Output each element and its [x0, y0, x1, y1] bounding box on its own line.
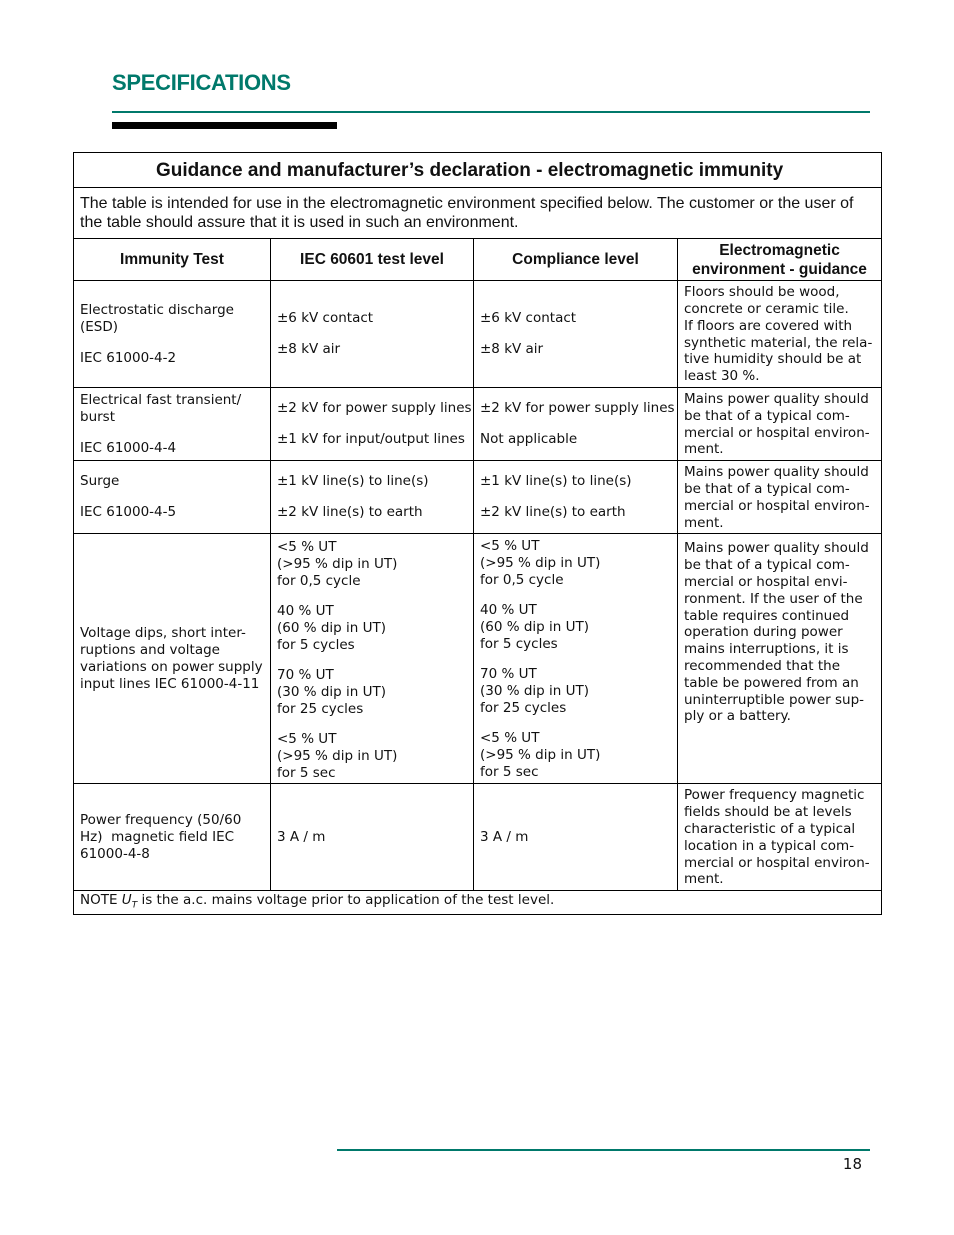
test-name: Surge: [80, 473, 120, 490]
compliance-line: (>95 % dip in UT): [480, 747, 601, 764]
level-line: (>95 % dip in UT): [277, 556, 398, 573]
table-note: [74, 891, 882, 915]
header-rule: [112, 111, 870, 113]
level-line: (>95 % dip in UT): [277, 748, 398, 765]
guidance-line: ment.: [684, 514, 724, 531]
test-name-line: Voltage dips, short inter-: [80, 624, 246, 641]
guidance-line: ply or a battery.: [684, 708, 791, 725]
compliance-line: ±2 kV for power supply lines: [480, 400, 675, 417]
guidance-line: least 30 %.: [684, 368, 760, 385]
compliance-line: ±1 kV line(s) to line(s): [480, 473, 632, 490]
footer-rule: [337, 1149, 870, 1151]
compliance-line: ±2 kV line(s) to earth: [480, 504, 626, 521]
note-symbol-u: U: [121, 891, 132, 908]
note-symbol-t: T: [131, 900, 138, 911]
compliance-line: <5 % UT: [480, 538, 540, 555]
guidance-line: location in a typical com-: [684, 837, 855, 854]
guidance-line: mercial or hospital environ-: [684, 424, 870, 441]
level-line: for 0,5 cycle: [277, 573, 361, 590]
guidance-line: ment.: [684, 871, 724, 888]
guidance-line: Floors should be wood,: [684, 284, 840, 301]
test-standard: IEC 61000-4-4: [80, 439, 177, 456]
test-name-line: ruptions and voltage: [80, 641, 220, 658]
page-number: 18: [842, 1155, 862, 1173]
guidance-line: characteristic of a typical: [684, 821, 856, 838]
guidance-line: mains interruptions, it is: [684, 641, 849, 658]
test-name: Electrostatic discharge (ESD): [80, 301, 234, 335]
page-title: SPECIFICATIONS: [112, 70, 291, 95]
guidance-cell: [678, 281, 882, 388]
level-line: <5 % UT: [277, 539, 337, 556]
guidance-line: Power frequency magnetic: [684, 787, 865, 804]
guidance-cell: [678, 784, 882, 891]
compliance-cell: [474, 388, 678, 461]
guidance-line: concrete or ceramic tile.: [684, 300, 849, 317]
table-intro: The table is intended for use in the electromagnetic environment specified below. The customer or the user of the table should assure that it is used in such an environment.: [74, 188, 882, 239]
header-bar: [112, 122, 337, 129]
level-line: (30 % dip in UT): [277, 684, 387, 701]
table-title-row: [74, 153, 882, 188]
guidance-line: synthetic material, the rela-: [684, 334, 873, 351]
level-cell: [271, 388, 474, 461]
compliance-line: (30 % dip in UT): [480, 683, 590, 700]
level-line: 40 % UT: [277, 603, 334, 620]
guidance-line: ment.: [684, 441, 724, 458]
test-cell: [74, 281, 271, 388]
compliance-line: ±8 kV air: [480, 341, 544, 357]
guidance-line: table requires continued: [684, 607, 850, 624]
table-row-surge: [74, 461, 882, 534]
guidance-line: fields should be at levels: [684, 804, 852, 821]
guidance-cell: [678, 461, 882, 534]
test-name-line: input lines IEC 61000-4-11: [80, 675, 260, 692]
column-header-guidance: Electromagnetic environment - guidance: [678, 239, 882, 281]
test-name-line: variations on power supply: [80, 658, 263, 675]
guidance-line: mercial or hospital environ-: [684, 497, 870, 514]
level-line: ±1 kV line(s) to line(s): [277, 473, 429, 490]
level-line: for 5 sec: [277, 765, 336, 782]
test-cell: [74, 534, 271, 784]
compliance-line: (>95 % dip in UT): [480, 555, 601, 572]
level-line: ±2 kV line(s) to earth: [277, 504, 423, 521]
level-cell: 3 A / m: [271, 784, 474, 891]
compliance-line: for 5 cycles: [480, 636, 558, 653]
level-line: ±1 kV for input/output lines: [277, 431, 465, 448]
table-row-eft: [74, 388, 882, 461]
compliance-cell: [474, 534, 678, 784]
test-name-line: Power frequency (50/60: [80, 811, 242, 828]
compliance-line: 40 % UT: [480, 602, 537, 619]
compliance-line: for 25 cycles: [480, 700, 567, 717]
table-row-power-frequency: [74, 784, 882, 891]
test-standard: IEC 61000-4-5: [80, 504, 177, 521]
compliance-line: for 0,5 cycle: [480, 572, 564, 589]
level-line: <5 % UT: [277, 731, 337, 748]
compliance-line: Not applicable: [480, 431, 578, 448]
note-text: is the a.c. mains voltage prior to application of the test level.: [137, 891, 555, 908]
note-prefix: NOTE: [80, 891, 122, 908]
compliance-line: for 5 sec: [480, 764, 539, 781]
column-header-test-level: IEC 60601 test level: [271, 239, 474, 281]
test-cell: [74, 388, 271, 461]
guidance-line: be that of a typical com-: [684, 480, 850, 497]
guidance-line: table be powered from an: [684, 674, 859, 691]
level-line: (60 % dip in UT): [277, 620, 387, 637]
guidance-line: uninterruptible power sup-: [684, 691, 865, 708]
compliance-cell: [474, 281, 678, 388]
guidance-line: be that of a typical com-: [684, 407, 850, 424]
guidance-line: If floors are covered with: [684, 317, 853, 334]
guidance-line: mercial or hospital environ-: [684, 854, 870, 871]
guidance-line: Mains power quality should: [684, 391, 869, 407]
test-name-line: 61000-4-8: [80, 845, 150, 862]
test-standard: IEC 61000-4-2: [80, 349, 177, 366]
level-line: ±6 kV contact: [277, 310, 374, 326]
column-header-compliance-level: Compliance level: [474, 239, 678, 281]
compliance-line: 70 % UT: [480, 666, 537, 683]
table-intro-row: [74, 188, 882, 239]
level-cell: [271, 281, 474, 388]
compliance-line: (60 % dip in UT): [480, 619, 590, 636]
guidance-line: be that of a typical com-: [684, 557, 850, 574]
guidance-line: operation during power: [684, 624, 843, 641]
guidance-cell: [678, 388, 882, 461]
table-note-row: [74, 891, 882, 915]
guidance-line: tive humidity should be at: [684, 351, 862, 368]
test-name-line: Hz) magnetic field IEC: [80, 828, 235, 845]
guidance-cell: [678, 534, 882, 784]
level-line: ±8 kV air: [277, 341, 341, 357]
level-cell: [271, 534, 474, 784]
level-line: 70 % UT: [277, 667, 334, 684]
table-row-voltage-dips: [74, 534, 882, 784]
compliance-cell: 3 A / m: [474, 784, 678, 891]
level-cell: [271, 461, 474, 534]
table-title: Guidance and manufacturer’s declaration - electromagnetic immunity: [74, 153, 882, 188]
guidance-line: Mains power quality should: [684, 540, 869, 557]
compliance-cell: [474, 461, 678, 534]
level-line: ±2 kV for power supply lines: [277, 400, 472, 417]
level-line: for 25 cycles: [277, 701, 364, 718]
column-header-immunity-test: Immunity Test: [74, 239, 271, 281]
test-name: Electrical fast transient/ burst: [80, 391, 242, 425]
compliance-line: ±6 kV contact: [480, 310, 577, 326]
guidance-line: ronment. If the user of the: [684, 590, 863, 607]
level-line: for 5 cycles: [277, 637, 355, 654]
guidance-line: mercial or hospital envi-: [684, 573, 848, 590]
test-cell: [74, 784, 271, 891]
table-row-esd: [74, 281, 882, 388]
immunity-table: [73, 152, 882, 915]
guidance-line: Mains power quality should: [684, 464, 869, 481]
test-cell: [74, 461, 271, 534]
guidance-line: recommended that the: [684, 657, 841, 674]
column-header-row: [74, 239, 882, 281]
compliance-line: <5 % UT: [480, 730, 540, 747]
